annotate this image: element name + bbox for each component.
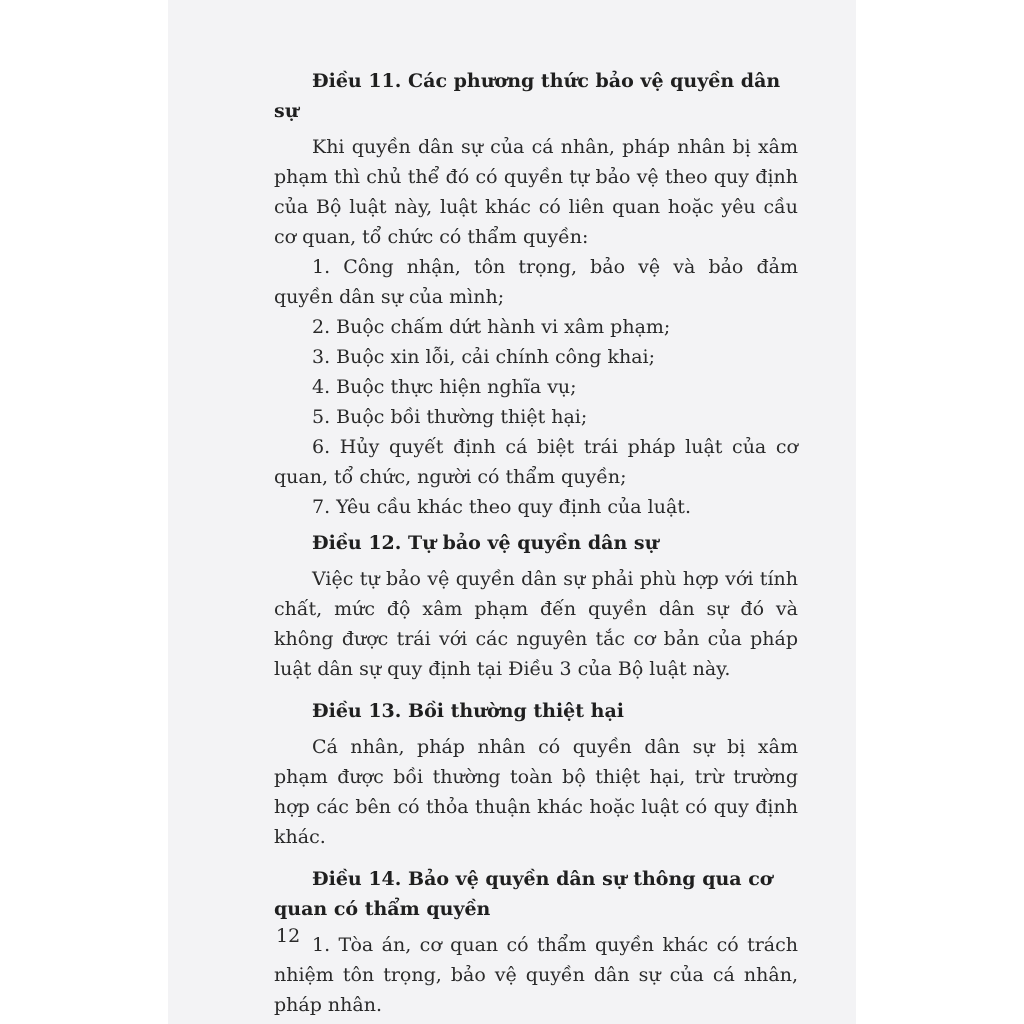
article-11-item-6: 6. Hủy quyết định cá biệt trái pháp luật của cơ quan, tổ chức, người có thẩm quyền; bbox=[274, 436, 798, 488]
article-11-item-4: 4. Buộc thực hiện nghĩa vụ; bbox=[312, 376, 577, 398]
article-14-heading: Điều 14. Bảo vệ quyền dân sự thông qua cơ quan có thẩm quyền bbox=[274, 868, 773, 920]
article-13-body: Cá nhân, pháp nhân có quyền dân sự bị xâm phạm được bồi thường toàn bộ thiệt hại, trừ trường hợp các bên có thỏa thuận khác hoặc luật có quy định khác. bbox=[274, 736, 798, 848]
page-content bbox=[274, 66, 798, 1020]
article-11-item-3: 3. Buộc xin lỗi, cải chính công khai; bbox=[312, 346, 656, 368]
article-12-body: Việc tự bảo vệ quyền dân sự phải phù hợp với tính chất, mức độ xâm phạm đến quyền dân sự đó và không được trái với các nguyên tắc cơ bản của pháp luật dân sự quy định tại Điều 3 của Bộ luật này. bbox=[274, 568, 798, 680]
article-11-item-1: 1. Công nhận, tôn trọng, bảo vệ và bảo đảm quyền dân sự của mình; bbox=[274, 256, 798, 308]
article-11-intro: Khi quyền dân sự của cá nhân, pháp nhân bị xâm phạm thì chủ thể đó có quyền tự bảo vệ theo quy định của Bộ luật này, luật khác có liên quan hoặc yêu cầu cơ quan, tổ chức có thẩm quyền: bbox=[274, 136, 798, 248]
article-11-item-5: 5. Buộc bồi thường thiệt hại; bbox=[312, 406, 588, 428]
article-11-item-7: 7. Yêu cầu khác theo quy định của luật. bbox=[312, 496, 691, 518]
article-14-body: 1. Tòa án, cơ quan có thẩm quyền khác có trách nhiệm tôn trọng, bảo vệ quyền dân sự của cá nhân, pháp nhân. bbox=[274, 934, 798, 1016]
outer-margin bbox=[856, 0, 1024, 1024]
article-13-heading: Điều 13. Bồi thường thiệt hại bbox=[312, 700, 624, 722]
article-11-heading: Điều 11. Các phương thức bảo vệ quyền dân sự bbox=[274, 70, 781, 122]
page-number: 12 bbox=[276, 925, 301, 947]
article-11-item-2: 2. Buộc chấm dứt hành vi xâm phạm; bbox=[312, 316, 671, 338]
article-12-heading: Điều 12. Tự bảo vệ quyền dân sự bbox=[312, 532, 659, 554]
book-page bbox=[168, 0, 856, 1024]
